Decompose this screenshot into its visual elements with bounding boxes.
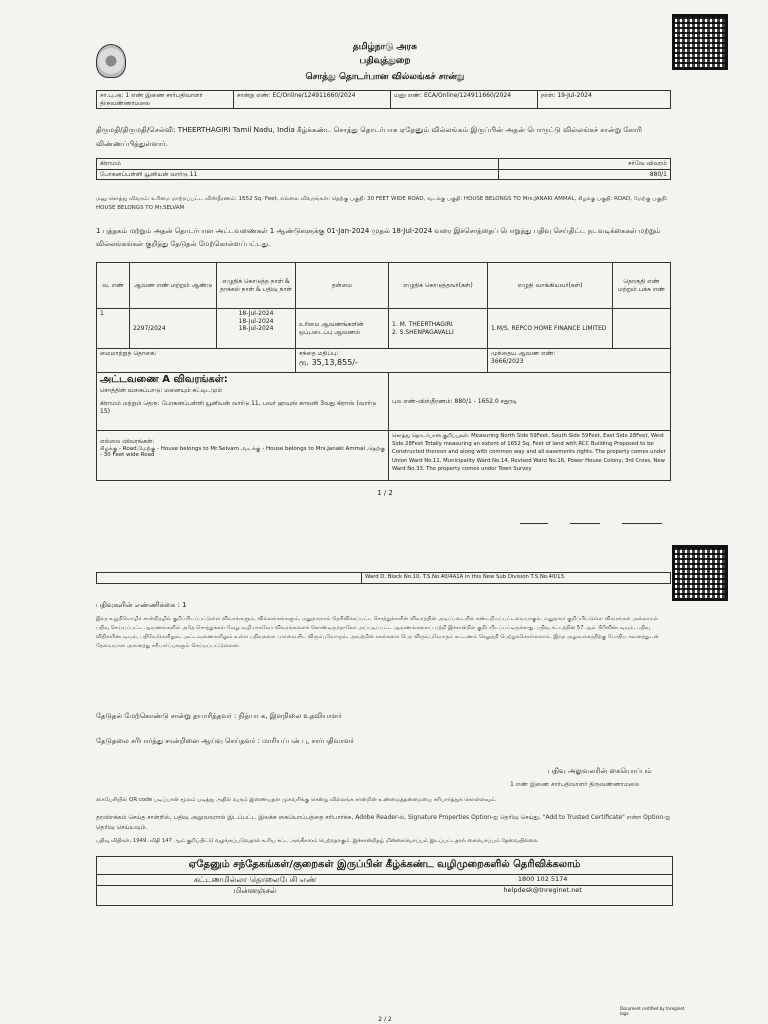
- survey-value: 880/1: [498, 169, 670, 180]
- executant-2: 2. S.SHENPAGAVALLI: [392, 328, 454, 336]
- page-divider-3: [622, 523, 662, 524]
- consideration-cell: மைமாற்றுத் தொகை:: [97, 349, 296, 373]
- boundaries-value: கிழக்கு - Road,மேற்கு - House belongs to Mr.Selvam ,வடக்கு - House belongs to Mrs.Janaki Ammal ,தெற்கு - 30 Feet wide Road: [100, 445, 385, 459]
- row-volume: [613, 309, 671, 349]
- row-doc: 2297/2024: [130, 309, 217, 349]
- village-table: [96, 158, 671, 180]
- search-paragraph: 1 புத்தகம் மற்றும் அதன் தொடர்பான அட்டவணைகள் 1 ஆண்டுகளுக்கு 01-Jan-2024 முதல் 18-Jul-2024 வரை இச்சொத்தைப் பொறுத்து பதிவு செய்திட்ட நடவடிக்கைகள் மற்றும் வில்லங்கங்கள் குறித்து தேடுதல் மேற்கொள்ளப்பட்டது.: [96, 227, 661, 248]
- disclaimer: இந்த உறுதிமொழிச் சான்றிதழில் குறிப்பிடப்பட்டுள்ள விவரங்களும், வில்லங்கங்களும், மனுதாரரால் தெரிவிக்கப்பட்ட சொத்துக்களின் விவரத்தின் அடிப்படையில் கண்டறியப்பட்டவையாகும். மனுதாரர் குறிப்பிட்டுள்ள விவரங்கள் அல்லாமல் பதிவு செய்யப்பட்ட ஆவணங்களில் அதே சொத்துக்கள் வேறு வழியாகவோ விவரங்களைக் கொண்டிருந்தாலோ அப்படிப்பட்ட ஆவணங்களைப் பற்றி இச்சான்றில் குறிப்பிடப்பட்டிருக்காது. பதிவு சட்டத்தின் 57 ஆம் பிரிவின்படியும், பதிவு விதிகளின்படியும், பதிவேடுகளிலும், அட்டவணைகளிலும் உள்ள பதிவுகளை பார்வையிட விரும்புவோரும், அவற்றின் நகல்களை பெற விரும்புவோரும் கட்டணம் செலுத்தி பெற்றுக்கொள்ளலாம். இந்த அலுவலகத்திற்கு போதிய கவனத்துடன் தேவையான அனைத்து சரிபார்ப்புகளும் செய்யப்பட்டுள்ளன.: [96, 616, 659, 650]
- phone-label: கட்டணமில்லா தொலைபேசி எண்: [193, 874, 317, 884]
- property-remarks: சொத்து தொடர்பான குறிப்புகள்: Measuring North Side 59Feet, South Side 59Feet, East Side 28Feet, West Side 28Feet Totally measuring an extent of 1652 Sq. Feet of land with RCC Building Proposed to be Constructed thereon and along with common way and all easements rights. The property comes under Union Ward No.11, Municipality Ward No.14, Revised Ward No.16, Power House Colony, 3rd Cross, New Ward No.33. The property comes under Town Survey: [389, 431, 671, 481]
- contact-box: [96, 856, 673, 906]
- col-claimants: எழுதி வாங்கியவர்(கள்): [488, 263, 613, 309]
- col-sno: வ. எண்: [97, 263, 130, 309]
- property-type: சொத்தின் வகைப்பாடு: மனையும் கட்டிடமும்: [100, 386, 223, 394]
- contact-banner: ஏதேனும் சந்தேகங்கள்/குறைகள் இருப்பின் கீழ்க்கண்ட வழிமுறைகளில் தெரிவிக்கலாம்: [97, 857, 672, 875]
- request-no-cell: மனு எண்: ECA/Online/124911660/2024: [391, 91, 538, 109]
- note-signature: தரவிறக்கம் செய்த சான்றில், பதிவு அலுவலரால் இடப்பட்ட இலக்க கையொப்பத்தை சரிபார்க்க, Adobe Reader-ல், Signature Properties Option-ஐ தெரிவு செய்து, "Add to Trusted Certificate" என்ற Option-ஐ தெரிவு செய்யவும்.: [96, 814, 671, 832]
- row-dates: [217, 309, 296, 349]
- row-sno: 1: [97, 309, 130, 349]
- intro-paragraph: திருமதி/திருமதி/செல்வி: THEERTHAGIRI Tamil Nadu, India கீழ்க்கண்ட சொத்து தொடர்பாக ஏதேனும் வில்லங்கம் இருப்பின் அதன் பொருட்டு வில்லங்கச் சான்று கோரி விண்ணப்பித்துள்ளார்.: [96, 125, 643, 148]
- sign-line2: 1 எண் இணை சார்பதிவாளர் திருவண்ணாமலை: [510, 781, 640, 788]
- col-doc: ஆவண எண் மற்றும் ஆண்டு: [130, 263, 217, 309]
- date-presented: 18-Jul-2024: [238, 317, 274, 325]
- continuation-blank: [97, 573, 362, 584]
- survey-header: சர்வே விவரம்: [498, 159, 670, 170]
- row-claimants: 1.M/S. REPCO HOME FINANCE LIMITED: [488, 309, 613, 349]
- page-divider-2: [570, 523, 600, 524]
- table-row: [97, 309, 671, 349]
- market-value-label: சந்தை மதிப்பு:: [299, 350, 339, 357]
- page-title: சொத்து தொடர்பான வில்லங்கச் சான்று: [305, 72, 465, 82]
- top-info-row: [96, 90, 671, 109]
- note-qr: கைபேசியில் QR code படிப்பான் மூலம் படித்து அதில் வரும் இணையதள முகவரிக்கு சென்று வில்லங்க சான்றின் உண்மைத்தன்மையை சரிபார்த்துக் கொள்ளவும்.: [96, 797, 497, 803]
- qr-code-bottom: [672, 545, 728, 601]
- entries-count: பதிவுகளின் எண்ணிக்கை : 1: [96, 601, 187, 609]
- header-line1: தமிழ்நாடு அரசு: [352, 42, 418, 52]
- phone-number: 1800 102 5174: [517, 874, 568, 883]
- verified-by: தேடுதலை சரிபார்த்து சான்றினை ஆய்வு செய்தவர் : மாரியப்பன் பு, சார்பதிவாளர்: [96, 737, 354, 745]
- row-executants: [389, 309, 488, 349]
- note-legal: பதிவு விதிகள், 1949, விதி 147 ஆம் குறிப்பிட்டு வழங்கப்படுவதால் உரிய சட்ட அங்கீகாரம் பெற்றதாகும். இச்சான்றிதழ் மின்கையொப்பம் இடப்பட்டதால் கையொப்பம் தேவையில்லை: [96, 838, 538, 844]
- schedule-cell: [97, 373, 389, 431]
- date-registered: 18-Jul-2024: [238, 325, 274, 332]
- qr-code-top: [672, 14, 728, 70]
- col-executants: எழுதிக் கொடுத்தவர்(கள்): [389, 263, 488, 309]
- village-street: கிராமம் மற்றும் தெரு: போகனப்பள்ளி யூனியன் வார்டு 11, பவர் ஹவுஸ் காலனி 3வது கிராஸ் (வார்டு 15): [100, 400, 377, 415]
- extent-cell: புல எண்-விஸ்தீரணம்: 880/1 - 1652.0 சதுரடி: [389, 373, 671, 431]
- tamilnadu-emblem-icon: [96, 44, 126, 78]
- property-description: மனு சொத்து விவரம்: உரிமை மாற்றப்பட்ட விஸ்தீரணம்: 1652 Sq. Feet, எல்லை விவரங்கள்: தெற்கு பகுதி: 30 FEET WIDE ROAD, வடக்கு பகுதி: HOUSE BELONGS TO Mrs.JANAKI AMMAL, கிழக்கு பகுதி: ROAD, மேற்கு பகுதி: HOUSE BELONGS TO Mr.SELVAM: [96, 196, 668, 212]
- prev-doc-label: முந்தைய ஆவண எண்:: [491, 350, 556, 357]
- email-value: helpdesk@tnreginet.net: [503, 885, 582, 894]
- office-cell: சா.பு.அ: 1 எண் இணை சார்பதிவாளர் திருவண்ணாமலை: [97, 91, 234, 109]
- email-label: மின்னஞ்சல்: [233, 885, 277, 895]
- row-nature: உரிமை ஆவணங்களின் ஒப்படைப்பு ஆவணம்: [296, 309, 389, 349]
- executant-1: 1. M. THEERTHAGIRI: [392, 321, 453, 328]
- boundaries-label: எல்லை விவரங்கள்:: [100, 438, 155, 445]
- prev-doc-value: 3666/2023: [491, 357, 524, 365]
- page-number-1: 1 / 2: [377, 489, 393, 497]
- col-nature: தன்மை: [296, 263, 389, 309]
- prev-doc-cell: [488, 349, 671, 373]
- application-no-cell: சான்று எண்: EC/Online/124911660/2024: [234, 91, 391, 109]
- village-value: போகனப்பள்ளி யூனியன் வார்டு 11: [97, 169, 499, 180]
- continuation-row: [96, 572, 671, 584]
- certified-stamp: Document certified by tnreginet logo: [620, 1006, 685, 1016]
- date-cell: நாள்: 19-Jul-2024: [538, 91, 671, 109]
- sign-line1: பதிவு அலுவலரின் கையொப்பம்: [548, 767, 652, 775]
- col-dates: எழுதிக் கொடுத்த நாள் & தாக்கல் நாள் & பதிவு நாள்: [217, 263, 296, 309]
- market-value: ரூ. 35,13,855/-: [299, 357, 358, 367]
- page-number-2: 2 / 2: [378, 1016, 392, 1023]
- market-value-cell: [296, 349, 488, 373]
- encumbrance-table: [96, 262, 671, 481]
- phone-row: [97, 875, 672, 886]
- village-header: கிராமம்: [97, 159, 499, 170]
- date-executed: 18-Jul-2024: [238, 310, 274, 317]
- col-volume: தொகுதி எண் மற்றும் பக்க எண்: [613, 263, 671, 309]
- page-divider-1: [520, 523, 548, 524]
- boundaries-cell: [97, 431, 389, 481]
- prepared-by: தேடுதல் மேற்கொண்டு சான்று தயாரித்தவர் : நித்யா க, இளநிலை உதவியாளர்: [96, 712, 342, 720]
- email-row: [97, 886, 672, 896]
- header-line2: பதிவுத்துறை: [359, 56, 411, 66]
- continuation-text: Ward D, Block No.10, T.S.No.40/4A1A in this New Sub Division T.S.No.40/13.: [362, 573, 671, 584]
- schedule-title: அட்டவணை A விவரங்கள்:: [100, 374, 228, 385]
